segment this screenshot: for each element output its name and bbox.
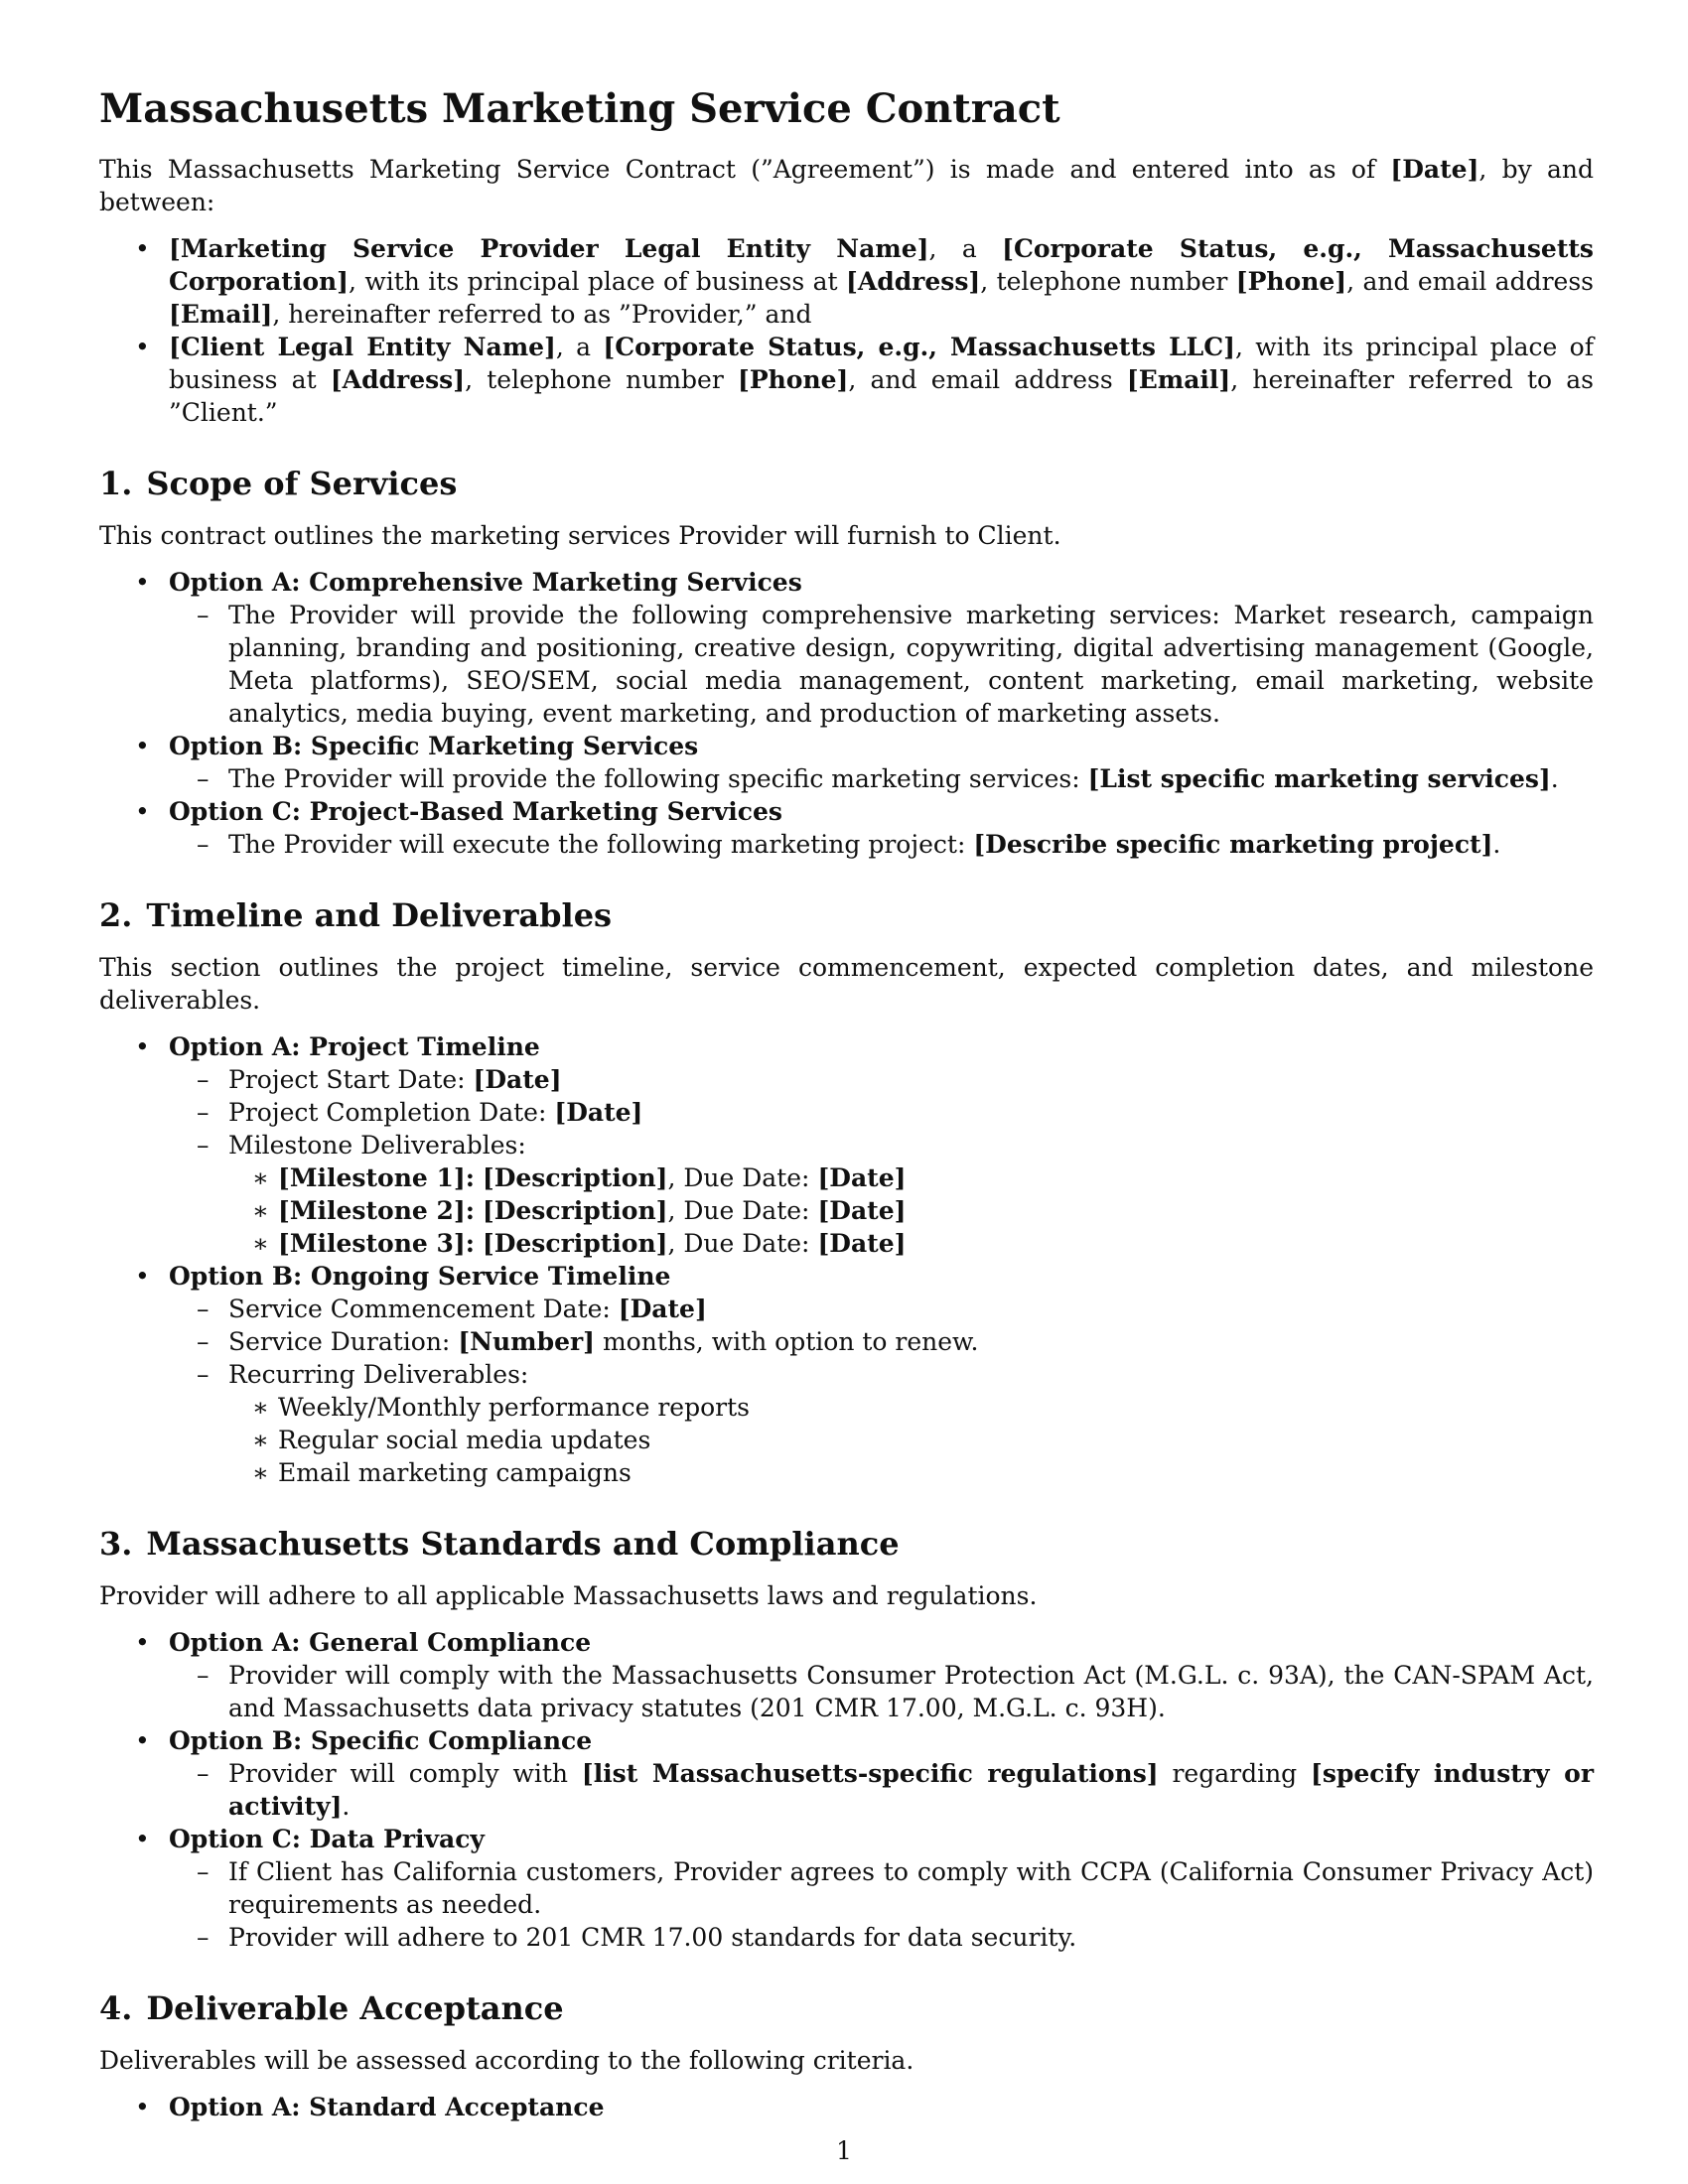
detail-text: Recurring Deliverables: [228,1360,529,1389]
detail-item [169,1293,1594,1325]
sub-detail-text: Weekly/Monthly performance reports [278,1393,750,1422]
option-item [99,1260,1594,1489]
dash-marker: – [197,1661,210,1690]
option-item [99,566,1594,730]
options-list [99,1626,1594,1954]
dash-marker: – [197,1131,210,1160]
dash-marker: – [197,1923,210,1952]
option-item [99,1724,1594,1823]
option-item [99,2091,1594,2123]
option-title: Option A: General Compliance [169,1628,592,1657]
section-heading [99,1988,1594,2028]
option-title: Option B: Specific Marketing Services [169,732,699,760]
detail-text: The Provider will execute the following marketing project: [Describe specific marketing project]. [228,830,1501,859]
detail-item [169,599,1594,730]
detail-text: Project Completion Date: [Date] [228,1098,643,1127]
star-marker: ∗ [252,1393,269,1422]
sub-details [228,1161,1594,1260]
option-details [169,762,1594,795]
option-title: Option B: Ongoing Service Timeline [169,1262,671,1291]
detail-text: Service Commencement Date: [Date] [228,1295,707,1323]
detail-text: Provider will comply with the Massachusetts Consumer Protection Act (M.G.L. c. 93A), the CAN-SPAM Act, and Massachusetts data privacy statutes (201 CMR 17.00, M.G.L. c. 93H). [228,1661,1594,1722]
option-title: Option A: Standard Acceptance [169,2093,605,2121]
detail-item [169,1921,1594,1954]
section-number: 1. [99,465,133,502]
detail-item [169,1757,1594,1823]
detail-item [169,828,1594,861]
bullet-marker: • [135,732,150,760]
option-item [99,1626,1594,1724]
sub-detail-text: [Milestone 3]: [Description], Due Date: [Date] [278,1229,907,1258]
option-title: Option C: Project-Based Marketing Services [169,797,782,826]
detail-text: Milestone Deliverables: [228,1131,526,1160]
option-item [99,795,1594,861]
star-marker: ∗ [252,1163,269,1192]
party-item [99,232,1594,331]
options-list [99,2091,1594,2123]
detail-item [169,762,1594,795]
bullet-marker: • [135,1262,150,1291]
section-intro: This section outlines the project timeline, service commencement, expected completion dates, and milestone deliverables. [99,953,1594,1015]
option-item [99,1823,1594,1954]
section-intro: Provider will adhere to all applicable Massachusetts laws and regulations. [99,1581,1038,1610]
section-number: 2. [99,896,133,934]
bullet-marker: • [135,568,150,597]
sub-details [228,1391,1594,1489]
sub-detail-text: [Milestone 1]: [Description], Due Date: [Date] [278,1163,907,1192]
options-list [99,1030,1594,1489]
detail-item [169,1855,1594,1921]
option-details [169,1855,1594,1954]
bullet-marker: • [135,1726,150,1755]
document-title: Massachusetts Marketing Service Contract [99,85,1060,132]
detail-text: The Provider will provide the following specific marketing services: [List specific marketing services]. [228,764,1559,793]
parties-list [99,232,1594,429]
section-intro: Deliverables will be assessed according to the following criteria. [99,2046,914,2075]
detail-text: Provider will comply with [list Massachusetts-specific regulations] regarding [specify industry or activity]. [228,1759,1594,1821]
section-heading-text: Timeline and Deliverables [146,896,613,934]
section-heading [99,1524,1594,1564]
dash-marker: – [197,1759,210,1788]
page-number: 1 [836,2136,852,2165]
sections-container [99,464,1594,2123]
dash-marker: – [197,1327,210,1356]
sub-detail-item [228,1456,1594,1489]
sub-detail-item [228,1391,1594,1424]
contract-document [99,85,1594,2123]
sub-detail-item [228,1194,1594,1227]
star-marker: ∗ [252,1426,269,1454]
detail-item [169,1358,1594,1489]
dash-marker: – [197,830,210,859]
detail-text: The Provider will provide the following comprehensive marketing services: Market research, campaign planning, branding and positioning, creative design, copywriting, digital advertising management (Google, Meta platforms), SEO/SEM, social media management, content marketing, email marketing, website analytics, media buying, event marketing, and production of marketing assets. [228,601,1594,728]
option-title: Option C: Data Privacy [169,1825,485,1853]
bullet-marker: • [135,1825,150,1853]
option-title: Option A: Comprehensive Marketing Services [169,568,802,597]
detail-text: If Client has California customers, Provider agrees to comply with CCPA (California Consumer Privacy Act) requirements as needed. [228,1857,1594,1919]
detail-item [169,1063,1594,1096]
party-item [99,331,1594,429]
detail-item [169,1129,1594,1260]
party-text: [Marketing Service Provider Legal Entity Name], a [Corporate Status, e.g., Massachusetts Corporation], with its principal place of business at [Address], telephone number [Phone], and email address [Email], hereinafter referred to as ”Provider,” and [169,234,1595,329]
options-list [99,566,1594,861]
sub-detail-text: Regular social media updates [278,1426,651,1454]
sub-detail-item [228,1424,1594,1456]
detail-text: Project Start Date: [Date] [228,1065,562,1094]
bullet-marker: • [135,2093,150,2121]
detail-text: Provider will adhere to 201 CMR 17.00 standards for data security. [228,1923,1077,1952]
bullet-marker: • [135,1628,150,1657]
dash-marker: – [197,601,210,629]
option-details [169,1659,1594,1724]
option-details [169,1293,1594,1489]
bullet-marker: • [135,333,150,361]
option-details [169,1757,1594,1823]
dash-marker: – [197,1065,210,1094]
sub-detail-item [228,1227,1594,1260]
section-heading [99,464,1594,503]
bullet-marker: • [135,797,150,826]
detail-text: Service Duration: [Number] months, with option to renew. [228,1327,979,1356]
party-text: [Client Legal Entity Name], a [Corporate Status, e.g., Massachusetts LLC], with its principal place of business at [Address], telephone number [Phone], and email address [Email], hereinafter referred to as ”Client.” [169,333,1594,427]
star-marker: ∗ [252,1196,269,1225]
star-marker: ∗ [252,1229,269,1258]
option-title: Option A: Project Timeline [169,1032,540,1061]
dash-marker: – [197,764,210,793]
bullet-marker: • [135,1032,150,1061]
dash-marker: – [197,1360,210,1389]
sub-detail-text: [Milestone 2]: [Description], Due Date: [Date] [278,1196,907,1225]
section-heading [99,895,1594,935]
detail-item [169,1096,1594,1129]
section-heading-text: Massachusetts Standards and Compliance [146,1525,900,1563]
bullet-marker: • [135,234,150,263]
dash-marker: – [197,1098,210,1127]
option-title: Option B: Specific Compliance [169,1726,593,1755]
option-item [99,730,1594,795]
section-intro: This contract outlines the marketing services Provider will furnish to Client. [99,521,1061,550]
option-details [169,1063,1594,1260]
detail-item [169,1659,1594,1724]
section-number: 3. [99,1525,133,1563]
option-details [169,599,1594,730]
section-number: 4. [99,1989,133,2027]
intro-paragraph: This Massachusetts Marketing Service Contract (”Agreement”) is made and entered into as of [Date], by and between: [99,155,1594,216]
sub-detail-text: Email marketing campaigns [278,1458,632,1487]
star-marker: ∗ [252,1458,269,1487]
section-heading-text: Deliverable Acceptance [146,1989,564,2027]
section-heading-text: Scope of Services [146,465,458,502]
option-item [99,1030,1594,1260]
detail-item [169,1325,1594,1358]
dash-marker: – [197,1295,210,1323]
option-details [169,828,1594,861]
sub-detail-item [228,1161,1594,1194]
dash-marker: – [197,1857,210,1886]
